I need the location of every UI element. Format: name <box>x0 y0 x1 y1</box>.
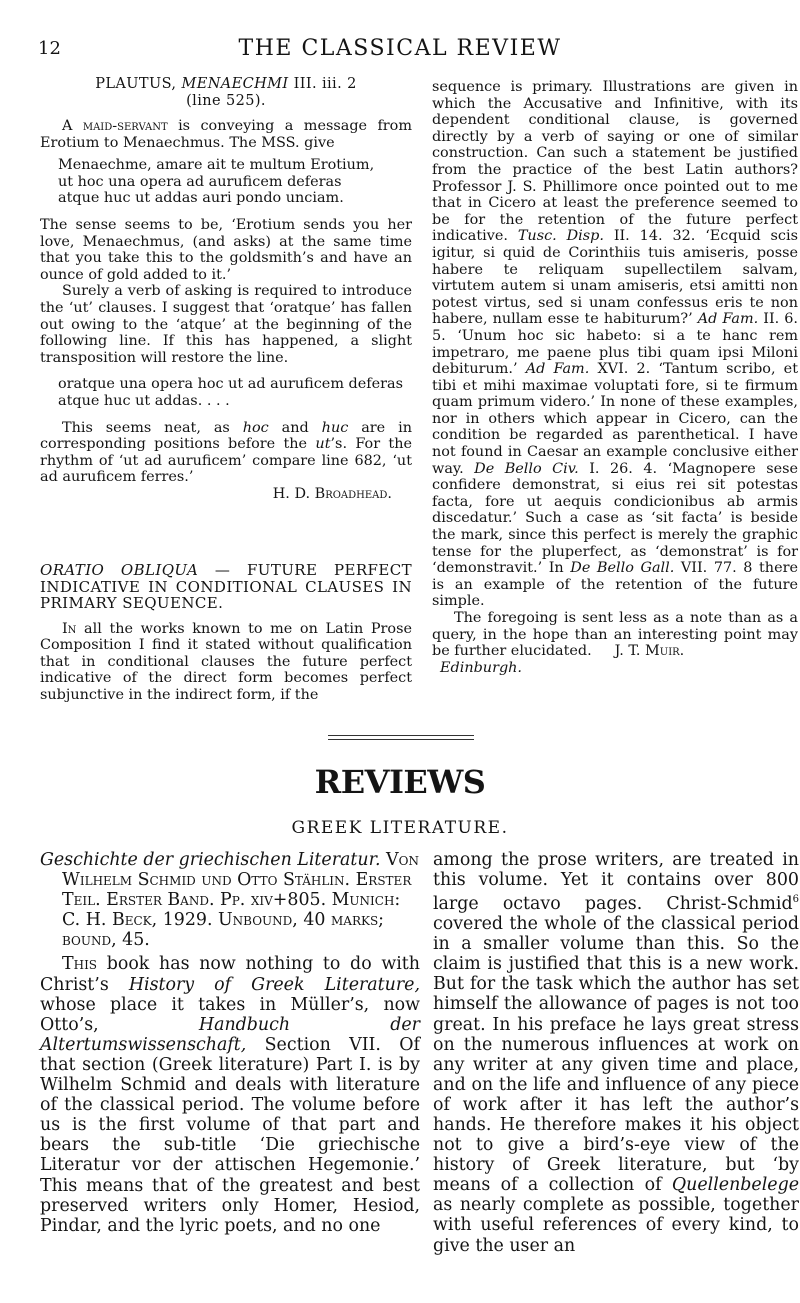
plautus-signature: H. D. Broadhead. <box>272 485 392 502</box>
text-run: History of Greek Literature, <box>128 974 420 995</box>
text-run: huc <box>321 419 349 436</box>
plautus-paragraph-sense: The sense seems to be, ‘Erotium sends you her love, Menaechmus, (and asks) at the same time that you take this to the goldsmith’s and have an ounce of gold added to it.’ <box>40 216 412 283</box>
text-run: This seems neat, as <box>62 419 243 436</box>
review-right-column <box>433 850 799 1256</box>
text-run: Handbuch der Altertumswissenschaft, <box>40 1014 420 1055</box>
oratio-title-italic: ORATIO OBLIQUA <box>40 561 199 579</box>
oratio-title <box>40 562 412 612</box>
oratio-paragraph-2 <box>432 79 798 610</box>
text-run: whose place it takes in Müller’s, now Otto’s, <box>40 994 420 1035</box>
plautus-note <box>40 76 412 502</box>
review-book-title: Geschichte der griechischen Literatur. <box>40 850 381 870</box>
running-head: THE CLASSICAL REVIEW <box>238 36 562 61</box>
text-run: ut <box>315 436 331 453</box>
oratio-place <box>432 660 798 677</box>
text-run: ’s. For the rhythm of ‘ut ad auruficem’ compare line 682, ‘ut ad auruficem ferres.’ <box>40 436 412 486</box>
plautus-intro-text: is conveying a message from Erotium to Menaechmus. The MSS. give <box>40 118 412 151</box>
oratio-lead: In <box>62 620 77 637</box>
oratio-note <box>40 562 412 703</box>
plautus-title <box>40 76 412 110</box>
citation: Tusc. Disp. <box>517 228 604 245</box>
text-run: The foregoing is sent less as a note than as a query, in the hope than an interesting point may be further elucidated. <box>432 610 798 660</box>
text-run: covered the whole of the classical period in a smaller volume than this. So the claim is justified that this is a new work. But for the task which the author has set himself the allowance of pages is not too great. In his preface he lays great stress on the numerous influences at work on any writer at any given time and place, and on the life and influence of any piece of work after it has left the author’s hands. He therefore makes it his object not to give a bird’s-eye view of the history of Greek literature, but ‘by means of a collection of <box>433 914 799 1196</box>
text-run: are in corresponding positions before the <box>40 419 412 453</box>
place-name: Edinburgh. <box>440 659 523 676</box>
verse-line: ut hoc una opera ad auruficem deferas <box>58 173 342 190</box>
review-left-column <box>40 850 420 1236</box>
verse-line: oratque una opera hoc ut ad auruficem deferas <box>58 376 403 393</box>
text-run: among the prose writers, are treated in this volume. Yet it contains over 800 large octavo pages. Christ-Schmid <box>433 850 799 914</box>
oratio-title-rest: — FUTURE PERFECT INDICATIVE IN CONDITIONAL CLAUSES IN PRIMARY SEQUENCE. <box>40 561 412 612</box>
oratio-paragraph-1 <box>40 621 412 704</box>
text-run: Section VII. Of that section (Greek literature) Part I. is by Wilhelm Schmid and deals with literature of the classical period. The volume before us is the first volume of that part and bears the sub-title ‘Die griechische Literatur vor der attischen Hegemonie.’ This means that of the greatest and best preserved writers only Homer, Hesiod, Pindar, and the lyric poets, and no one <box>40 1034 420 1236</box>
plautus-verse-1 <box>40 157 412 207</box>
page-number: 12 <box>38 38 61 59</box>
verse-line: atque huc ut addas auri pondo unciam. <box>58 190 344 207</box>
plautus-title-line: (line 525). <box>186 93 266 109</box>
oratio-signature: J. T. Muir. <box>614 643 685 660</box>
text-run: This <box>62 954 98 975</box>
text-run: XVI. 2. ‘Tantum scribo, et tibi et mihi maximae voluptati fore, si te firmum quam primum videro.’ In none of these examples, nor in others which appear in Cicero, can the condition be regarded as parenthetical. I have not found in Caesar an example conclusive either way. <box>432 361 798 477</box>
text-run: sequence is primary. Illustrations are given in which the Accusative and Infinitive, with its dependent conditional clause, is governed directly by a verb of saying or one of similar construction. Can such a statement be justified from the practice of the best Latin authors? Professor J. S. Phillimore once pointed out to me that in Cicero at least the preference seemed to be for the retention of the future perfect indicative. <box>432 79 798 245</box>
text-run: as nearly complete as possible, together with useful references of every kind, to give the user an <box>433 1195 799 1256</box>
greek-literature-subheading: GREEK LITERATURE. <box>291 818 509 838</box>
plautus-title-play: MENAECHMI <box>181 76 289 92</box>
text-run: II. 6. 5. ‘Unum hoc sic habeto: si a te hanc rem impetraro, me paene plus tibi quam ipsi Miloni debiturum.’ <box>432 311 798 378</box>
text-run: hoc <box>242 419 269 436</box>
section-divider <box>328 735 474 736</box>
text-run: Quellenbelege <box>671 1175 799 1196</box>
verse-line: Menaechme, amare ait te multum Erotium, <box>58 157 375 174</box>
text-run: and <box>268 419 322 436</box>
text-run: book has now nothing to do with Christ’s <box>40 954 420 995</box>
plautus-intro-lead: A maid-servant <box>62 118 168 134</box>
oratio-paragraph-final <box>432 610 798 660</box>
plautus-title-author: PLAUTUS, <box>95 76 182 92</box>
review-book-details: Von Wilhelm Schmid und Otto Stählin. Erster Teil. Erster Band. Pp. xiv+805. Munich: C. H. Beck, 1929. Unbound, 40 marks; bound, 45. <box>62 850 419 951</box>
text-run: VII. 77. 8 there is an example of the retention of the future simple. <box>432 560 798 610</box>
plautus-title-ref: III. iii. 2 <box>288 76 357 92</box>
citation: Ad Fam. <box>525 361 590 378</box>
plautus-verse-2 <box>40 376 412 409</box>
citation: De Bello Gall. <box>570 560 675 577</box>
verse-line: atque huc ut addas. . . . <box>58 392 230 409</box>
review-paragraph-1 <box>40 954 420 1235</box>
text-run: I. 26. 4. ‘Magnopere sese confidere demonstrat, si eius rei sit potestas facta, fore ut aequis condicionibus ab armis discedatur.’ Such a case as ‘sit facta’ is beside the mark, since this perfect is merely the graphic tense for the pluperfect, as ‘demonstrat’ is for ‘demonstravit.’ In <box>432 460 798 577</box>
review-citation <box>40 850 420 950</box>
review-paragraph-2 <box>433 850 799 1256</box>
section-divider <box>328 739 474 740</box>
plautus-paragraph-conclusion <box>40 420 412 486</box>
plautus-intro <box>40 118 412 151</box>
text-run: II. 14. 32. ‘Ecquid scis igitur, si quid de Corinthiis tuis amiseris, posse habere te reliquam supellectilem salvam, virtutem autem si unam amiseris, etsi amitti non potest virtus, sed si unam confessus eris te non habere, nullam esse te habiturum?’ <box>432 228 798 328</box>
plautus-paragraph-suggestion: Surely a verb of asking is required to introduce the ‘ut’ clauses. I suggest that ‘oratque’ has fallen out owing to the ‘atque’ at the beginning of the following line. If this has happened, a slight transposition will restore the line. <box>40 283 412 366</box>
footnote-marker: 6 <box>792 894 799 906</box>
oratio-text: all the works known to me on Latin Prose Composition I find it stated without qualification that in conditional clauses the future perfect indicative of the direct form becomes perfect subjunctive in the indirect form, if the <box>40 620 412 703</box>
oratio-note-continued <box>432 79 798 676</box>
citation: De Bello Civ. <box>474 460 579 477</box>
citation: Ad Fam. <box>697 311 759 328</box>
reviews-heading: REVIEWS <box>314 763 486 801</box>
